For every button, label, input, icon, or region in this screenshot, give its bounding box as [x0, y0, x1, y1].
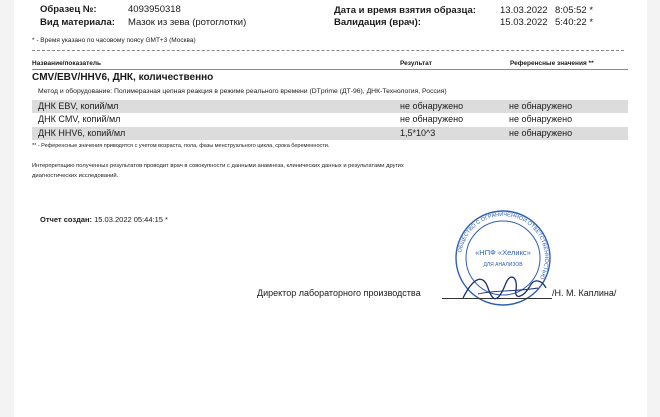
interpretation-line-1: Интерпретацию полученных результатов проводит врач в совокупности с данными анамнеза, клинических данных и результатами других — [32, 163, 404, 169]
test-result: 1,5*10^3 — [400, 128, 436, 138]
sample-taken-label: Дата и время взятия образца: — [334, 5, 476, 16]
stamp-center-text: «НПФ «Хеликс» — [475, 248, 531, 257]
reference-note: ** - Референсные значения приводятся с учетом возраста, пола, фазы менструального цикла, срока беременности. — [32, 143, 330, 149]
sample-number-value: 4093950318 — [128, 4, 181, 15]
sample-number-label: Образец №: — [40, 4, 97, 15]
validation-date: 15.03.2022 — [500, 17, 548, 28]
section-title: CMV/EBV/HHV6, ДНК, количественно — [32, 72, 214, 83]
stamp-bottom-text: ДЛЯ АНАЛИЗОВ — [483, 262, 523, 268]
table-row — [32, 100, 628, 113]
report-created-value: 15.03.2022 05:44:15 * — [94, 215, 168, 224]
interpretation-line-2: диагностических исследований. — [32, 173, 119, 179]
timezone-note: * - Время указано по часовому поясу GMT+3 (Москва) — [32, 37, 196, 44]
test-reference: не обнаружено — [509, 128, 573, 138]
test-result: не обнаружено — [400, 114, 464, 124]
test-reference: не обнаружено — [509, 114, 573, 124]
report-created — [40, 215, 168, 224]
test-name: ДНК HHV6, копий/мл — [38, 128, 126, 138]
divider-dashed — [32, 50, 624, 51]
sample-taken-date: 13.03.2022 — [500, 5, 548, 16]
column-header-name: Название/показатель — [32, 60, 102, 67]
report-created-label: Отчет создан: — [40, 215, 93, 224]
validation-time: 5:40:22 * — [555, 17, 594, 28]
table-row — [32, 113, 628, 126]
test-name: ДНК CMV, копий/мл — [38, 114, 121, 124]
column-header-result: Результат — [400, 60, 432, 67]
sample-taken-time: 8:05:52 * — [555, 5, 594, 16]
test-name: ДНК EBV, копий/мл — [38, 101, 119, 111]
validation-label: Валидация (врач): — [334, 17, 421, 28]
signature-title: Директор лабораторного производства — [257, 288, 421, 298]
material-value: Мазок из зева (ротоглотки) — [128, 17, 247, 28]
handwritten-signature — [458, 268, 553, 308]
test-reference: не обнаружено — [509, 101, 573, 111]
test-result: не обнаружено — [400, 101, 464, 111]
table-row — [32, 127, 628, 140]
signatory-name: /Н. М. Каплина/ — [552, 288, 617, 298]
material-label: Вид материала: — [40, 17, 115, 28]
column-header-reference: Референсные значения ** — [510, 60, 594, 67]
stamp-ring-text: ОБЩЕСТВО С ОГРАНИЧЕННОЙ ОТВЕТСТВЕННОСТЬЮ — [457, 211, 550, 280]
method-description: Метод и оборудование: Полимеразная цепная реакция в режиме реального времени (DTprime (ДТ-96), ДНК-Технология, Россия) — [38, 88, 447, 95]
table-header-divider — [32, 69, 628, 70]
